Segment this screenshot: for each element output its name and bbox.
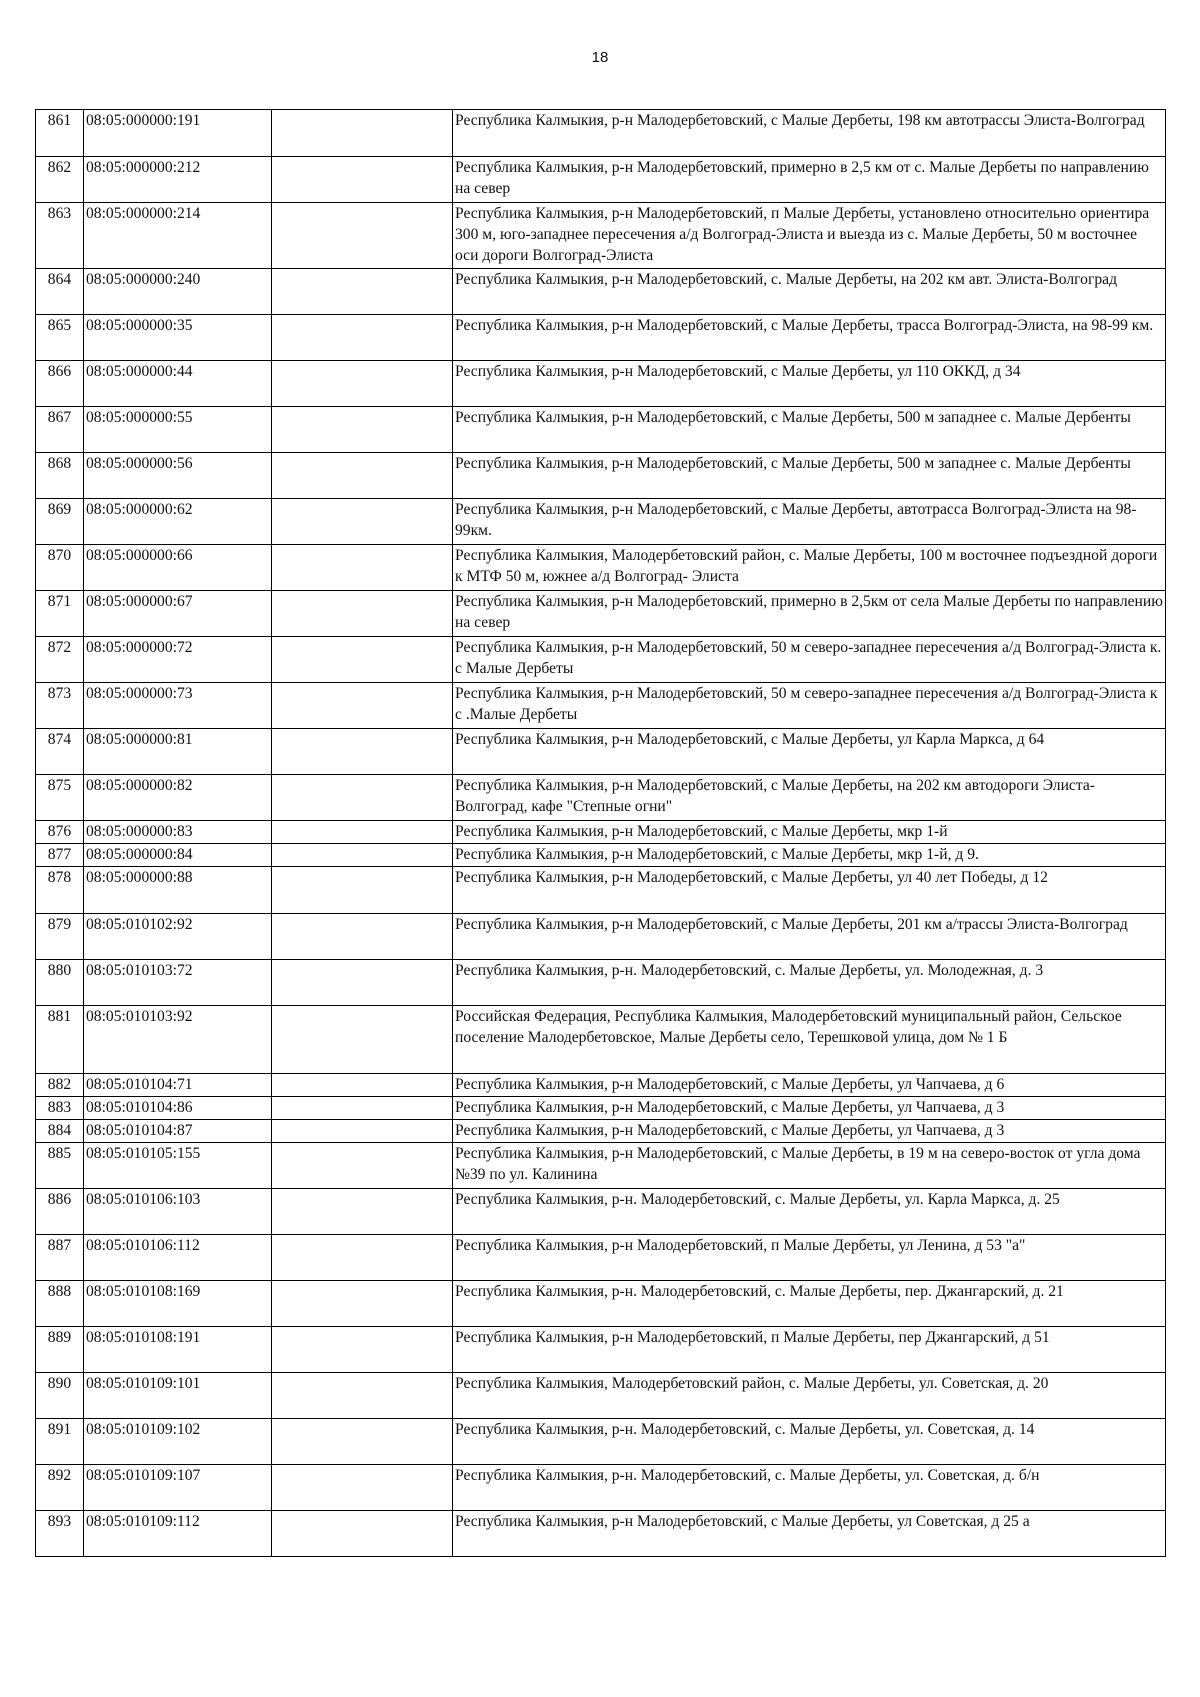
table-row <box>36 1281 1166 1327</box>
address-cell: Республика Калмыкия, р-н Малодербетовский, п Малые Дербеты, ул Ленина, д 53 "а" <box>453 1235 1166 1281</box>
empty-note-cell <box>272 1006 453 1074</box>
empty-note-cell <box>272 157 453 203</box>
row-number-cell: 888 <box>36 1281 84 1327</box>
table-row <box>36 1006 1166 1074</box>
address-cell: Республика Калмыкия, р-н Малодербетовский, с Малые Дербеты, трасса Волгоград-Элиста, на 98-99 км. <box>453 315 1166 361</box>
row-number-cell: 861 <box>36 110 84 157</box>
cadastral-number-cell: 08:05:000000:214 <box>84 203 272 269</box>
address-cell: Республика Калмыкия, р-н Малодербетовский, с. Малые Дербеты, на 202 км авт. Элиста-Волгоград <box>453 269 1166 315</box>
row-number-cell: 865 <box>36 315 84 361</box>
cadastral-number-cell: 08:05:000000:88 <box>84 867 272 914</box>
row-number-cell: 884 <box>36 1120 84 1143</box>
address-cell: Республика Калмыкия, Малодербетовский район, с. Малые Дербеты, ул. Советская, д. 20 <box>453 1373 1166 1419</box>
address-cell: Республика Калмыкия, р-н Малодербетовский, с Малые Дербеты, в 19 м на северо-восток от угла дома №39 по ул. Калинина <box>453 1143 1166 1189</box>
address-cell: Республика Калмыкия, р-н. Малодербетовский, с. Малые Дербеты, пер. Джангарский, д. 21 <box>453 1281 1166 1327</box>
empty-note-cell <box>272 407 453 453</box>
cadastral-number-cell: 08:05:010108:169 <box>84 1281 272 1327</box>
empty-note-cell <box>272 453 453 499</box>
row-number-cell: 891 <box>36 1419 84 1465</box>
address-cell: Республика Калмыкия, р-н Малодербетовский, с Малые Дербеты, мкр 1-й, д 9. <box>453 844 1166 867</box>
cadastral-number-cell: 08:05:000000:67 <box>84 591 272 637</box>
cadastral-number-cell: 08:05:010109:112 <box>84 1511 272 1557</box>
row-number-cell: 866 <box>36 361 84 407</box>
table-row <box>36 110 1166 157</box>
table-row <box>36 729 1166 775</box>
cadastral-number-cell: 08:05:010103:72 <box>84 960 272 1006</box>
cadastral-number-cell: 08:05:000000:81 <box>84 729 272 775</box>
row-number-cell: 874 <box>36 729 84 775</box>
cadastral-number-cell: 08:05:000000:44 <box>84 361 272 407</box>
empty-note-cell <box>272 110 453 157</box>
cadastral-number-cell: 08:05:000000:83 <box>84 821 272 844</box>
empty-note-cell <box>272 1097 453 1120</box>
row-number-cell: 892 <box>36 1465 84 1511</box>
empty-note-cell <box>272 960 453 1006</box>
table-row <box>36 157 1166 203</box>
empty-note-cell <box>272 1074 453 1097</box>
row-number-cell: 883 <box>36 1097 84 1120</box>
address-cell: Республика Калмыкия, р-н Малодербетовский, с Малые Дербеты, 500 м западнее с. Малые Дербенты <box>453 407 1166 453</box>
empty-note-cell <box>272 1143 453 1189</box>
table-row <box>36 821 1166 844</box>
row-number-cell: 890 <box>36 1373 84 1419</box>
table-row <box>36 1074 1166 1097</box>
row-number-cell: 882 <box>36 1074 84 1097</box>
table-row <box>36 453 1166 499</box>
registry-table <box>35 109 1166 1557</box>
table-row <box>36 1465 1166 1511</box>
address-cell: Республика Калмыкия, р-н Малодербетовский, с Малые Дербеты, 500 м западнее с. Малые Дербенты <box>453 453 1166 499</box>
row-number-cell: 863 <box>36 203 84 269</box>
row-number-cell: 872 <box>36 637 84 683</box>
address-cell: Республика Калмыкия, р-н Малодербетовский, с Малые Дербеты, ул Чапчаева, д 6 <box>453 1074 1166 1097</box>
empty-note-cell <box>272 1235 453 1281</box>
cadastral-number-cell: 08:05:000000:191 <box>84 110 272 157</box>
empty-note-cell <box>272 315 453 361</box>
row-number-cell: 887 <box>36 1235 84 1281</box>
registry-table-body <box>36 110 1166 1557</box>
empty-note-cell <box>272 844 453 867</box>
empty-note-cell <box>272 269 453 315</box>
address-cell: Республика Калмыкия, р-н. Малодербетовский, с. Малые Дербеты, ул. Советская, д. 14 <box>453 1419 1166 1465</box>
cadastral-number-cell: 08:05:010102:92 <box>84 914 272 960</box>
cadastral-number-cell: 08:05:010109:102 <box>84 1419 272 1465</box>
address-cell: Российская Федерация, Республика Калмыкия, Малодербетовский муниципальный район, Сельское поселение Малодербетовское, Малые Дербеты село, Терешковой улица, дом № 1 Б <box>453 1006 1166 1074</box>
cadastral-number-cell: 08:05:000000:73 <box>84 683 272 729</box>
row-number-cell: 878 <box>36 867 84 914</box>
address-cell: Республика Калмыкия, р-н. Малодербетовский, с. Малые Дербеты, ул. Советская, д. б/н <box>453 1465 1166 1511</box>
page-number: 18 <box>591 49 609 66</box>
empty-note-cell <box>272 1511 453 1557</box>
empty-note-cell <box>272 1281 453 1327</box>
table-row <box>36 1327 1166 1373</box>
address-cell: Республика Калмыкия, р-н Малодербетовский, с Малые Дербеты, 198 км автотрассы Элиста-Волгоград <box>453 110 1166 157</box>
row-number-cell: 885 <box>36 1143 84 1189</box>
table-row <box>36 1511 1166 1557</box>
row-number-cell: 868 <box>36 453 84 499</box>
empty-note-cell <box>272 1419 453 1465</box>
row-number-cell: 879 <box>36 914 84 960</box>
address-cell: Республика Калмыкия, р-н Малодербетовский, п Малые Дербеты, пер Джангарский, д 51 <box>453 1327 1166 1373</box>
table-row <box>36 914 1166 960</box>
row-number-cell: 864 <box>36 269 84 315</box>
table-row <box>36 407 1166 453</box>
empty-note-cell <box>272 729 453 775</box>
row-number-cell: 873 <box>36 683 84 729</box>
cadastral-number-cell: 08:05:000000:56 <box>84 453 272 499</box>
address-cell: Республика Калмыкия, р-н. Малодербетовский, с. Малые Дербеты, ул. Карла Маркса, д. 25 <box>453 1189 1166 1235</box>
table-row <box>36 591 1166 637</box>
address-cell: Республика Калмыкия, р-н Малодербетовский, с Малые Дербеты, ул 110 ОККД, д 34 <box>453 361 1166 407</box>
row-number-cell: 869 <box>36 499 84 545</box>
empty-note-cell <box>272 775 453 821</box>
row-number-cell: 871 <box>36 591 84 637</box>
address-cell: Республика Калмыкия, р-н Малодербетовский, с Малые Дербеты, 201 км а/трассы Элиста-Волгоград <box>453 914 1166 960</box>
address-cell: Республика Калмыкия, р-н Малодербетовский, 50 м северо-западнее пересечения а/д Волгоград-Элиста к с .Малые Дербеты <box>453 683 1166 729</box>
table-row <box>36 1097 1166 1120</box>
row-number-cell: 880 <box>36 960 84 1006</box>
cadastral-number-cell: 08:05:010108:191 <box>84 1327 272 1373</box>
empty-note-cell <box>272 591 453 637</box>
address-cell: Республика Калмыкия, р-н Малодербетовский, примерно в 2,5 км от с. Малые Дербеты по направлению на север <box>453 157 1166 203</box>
cadastral-number-cell: 08:05:000000:66 <box>84 545 272 591</box>
row-number-cell: 862 <box>36 157 84 203</box>
cadastral-number-cell: 08:05:000000:84 <box>84 844 272 867</box>
table-row <box>36 545 1166 591</box>
empty-note-cell <box>272 1327 453 1373</box>
table-row <box>36 315 1166 361</box>
address-cell: Республика Калмыкия, р-н Малодербетовский, с Малые Дербеты, на 202 км автодороги Элиста-Волгоград, кафе "Степные огни" <box>453 775 1166 821</box>
address-cell: Республика Калмыкия, р-н Малодербетовский, с Малые Дербеты, ул Чапчаева, д 3 <box>453 1097 1166 1120</box>
address-cell: Республика Калмыкия, Малодербетовский район, с. Малые Дербеты, 100 м восточнее подъездной дороги к МТФ 50 м, южнее а/д Волгоград- Элиста <box>453 545 1166 591</box>
empty-note-cell <box>272 1189 453 1235</box>
table-row <box>36 1373 1166 1419</box>
empty-note-cell <box>272 1120 453 1143</box>
cadastral-number-cell: 08:05:000000:72 <box>84 637 272 683</box>
address-cell: Республика Калмыкия, р-н Малодербетовский, 50 м северо-западнее пересечения а/д Волгоград-Элиста к. с Малые Дербеты <box>453 637 1166 683</box>
row-number-cell: 870 <box>36 545 84 591</box>
table-row <box>36 269 1166 315</box>
address-cell: Республика Калмыкия, р-н Малодербетовский, примерно в 2,5км от села Малые Дербеты по направлению на север <box>453 591 1166 637</box>
cadastral-number-cell: 08:05:010105:155 <box>84 1143 272 1189</box>
cadastral-number-cell: 08:05:000000:240 <box>84 269 272 315</box>
row-number-cell: 889 <box>36 1327 84 1373</box>
table-row <box>36 203 1166 269</box>
row-number-cell: 875 <box>36 775 84 821</box>
empty-note-cell <box>272 867 453 914</box>
empty-note-cell <box>272 683 453 729</box>
empty-note-cell <box>272 545 453 591</box>
address-cell: Республика Калмыкия, р-н. Малодербетовский, с. Малые Дербеты, ул. Молодежная, д. 3 <box>453 960 1166 1006</box>
cadastral-number-cell: 08:05:010109:101 <box>84 1373 272 1419</box>
table-row <box>36 1143 1166 1189</box>
empty-note-cell <box>272 821 453 844</box>
empty-note-cell <box>272 1373 453 1419</box>
table-row <box>36 1189 1166 1235</box>
empty-note-cell <box>272 361 453 407</box>
cadastral-number-cell: 08:05:010104:71 <box>84 1074 272 1097</box>
empty-note-cell <box>272 1465 453 1511</box>
table-row <box>36 844 1166 867</box>
empty-note-cell <box>272 203 453 269</box>
table-row <box>36 1120 1166 1143</box>
table-row <box>36 683 1166 729</box>
row-number-cell: 881 <box>36 1006 84 1074</box>
row-number-cell: 877 <box>36 844 84 867</box>
address-cell: Республика Калмыкия, р-н Малодербетовский, с Малые Дербеты, мкр 1-й <box>453 821 1166 844</box>
cadastral-number-cell: 08:05:010109:107 <box>84 1465 272 1511</box>
table-row <box>36 637 1166 683</box>
cadastral-number-cell: 08:05:010106:103 <box>84 1189 272 1235</box>
cadastral-number-cell: 08:05:010104:86 <box>84 1097 272 1120</box>
table-row <box>36 867 1166 914</box>
address-cell: Республика Калмыкия, р-н Малодербетовский, с Малые Дербеты, автотрасса Волгоград-Элиста на 98-99км. <box>453 499 1166 545</box>
cadastral-number-cell: 08:05:000000:35 <box>84 315 272 361</box>
table-row <box>36 499 1166 545</box>
row-number-cell: 867 <box>36 407 84 453</box>
cadastral-number-cell: 08:05:010104:87 <box>84 1120 272 1143</box>
cadastral-number-cell: 08:05:000000:82 <box>84 775 272 821</box>
address-cell: Республика Калмыкия, р-н Малодербетовский, с Малые Дербеты, ул Советская, д 25 а <box>453 1511 1166 1557</box>
address-cell: Республика Калмыкия, р-н Малодербетовский, с Малые Дербеты, ул Карла Маркса, д 64 <box>453 729 1166 775</box>
cadastral-number-cell: 08:05:010103:92 <box>84 1006 272 1074</box>
table-row <box>36 1419 1166 1465</box>
empty-note-cell <box>272 637 453 683</box>
empty-note-cell <box>272 499 453 545</box>
cadastral-number-cell: 08:05:000000:55 <box>84 407 272 453</box>
address-cell: Республика Калмыкия, р-н Малодербетовский, п Малые Дербеты, установлено относительно ориентира 300 м, юго-западнее пересечения а/д Волгоград-Элиста и выезда из с. Малые Дербеты, 50 м восточнее оси дороги Волгоград-Элиста <box>453 203 1166 269</box>
address-cell: Республика Калмыкия, р-н Малодербетовский, с Малые Дербеты, ул Чапчаева, д 3 <box>453 1120 1166 1143</box>
row-number-cell: 876 <box>36 821 84 844</box>
cadastral-number-cell: 08:05:000000:212 <box>84 157 272 203</box>
empty-note-cell <box>272 914 453 960</box>
table-row <box>36 960 1166 1006</box>
address-cell: Республика Калмыкия, р-н Малодербетовский, с Малые Дербеты, ул 40 лет Победы, д 12 <box>453 867 1166 914</box>
table-row <box>36 361 1166 407</box>
table-row <box>36 1235 1166 1281</box>
row-number-cell: 886 <box>36 1189 84 1235</box>
cadastral-number-cell: 08:05:000000:62 <box>84 499 272 545</box>
cadastral-number-cell: 08:05:010106:112 <box>84 1235 272 1281</box>
row-number-cell: 893 <box>36 1511 84 1557</box>
table-row <box>36 775 1166 821</box>
